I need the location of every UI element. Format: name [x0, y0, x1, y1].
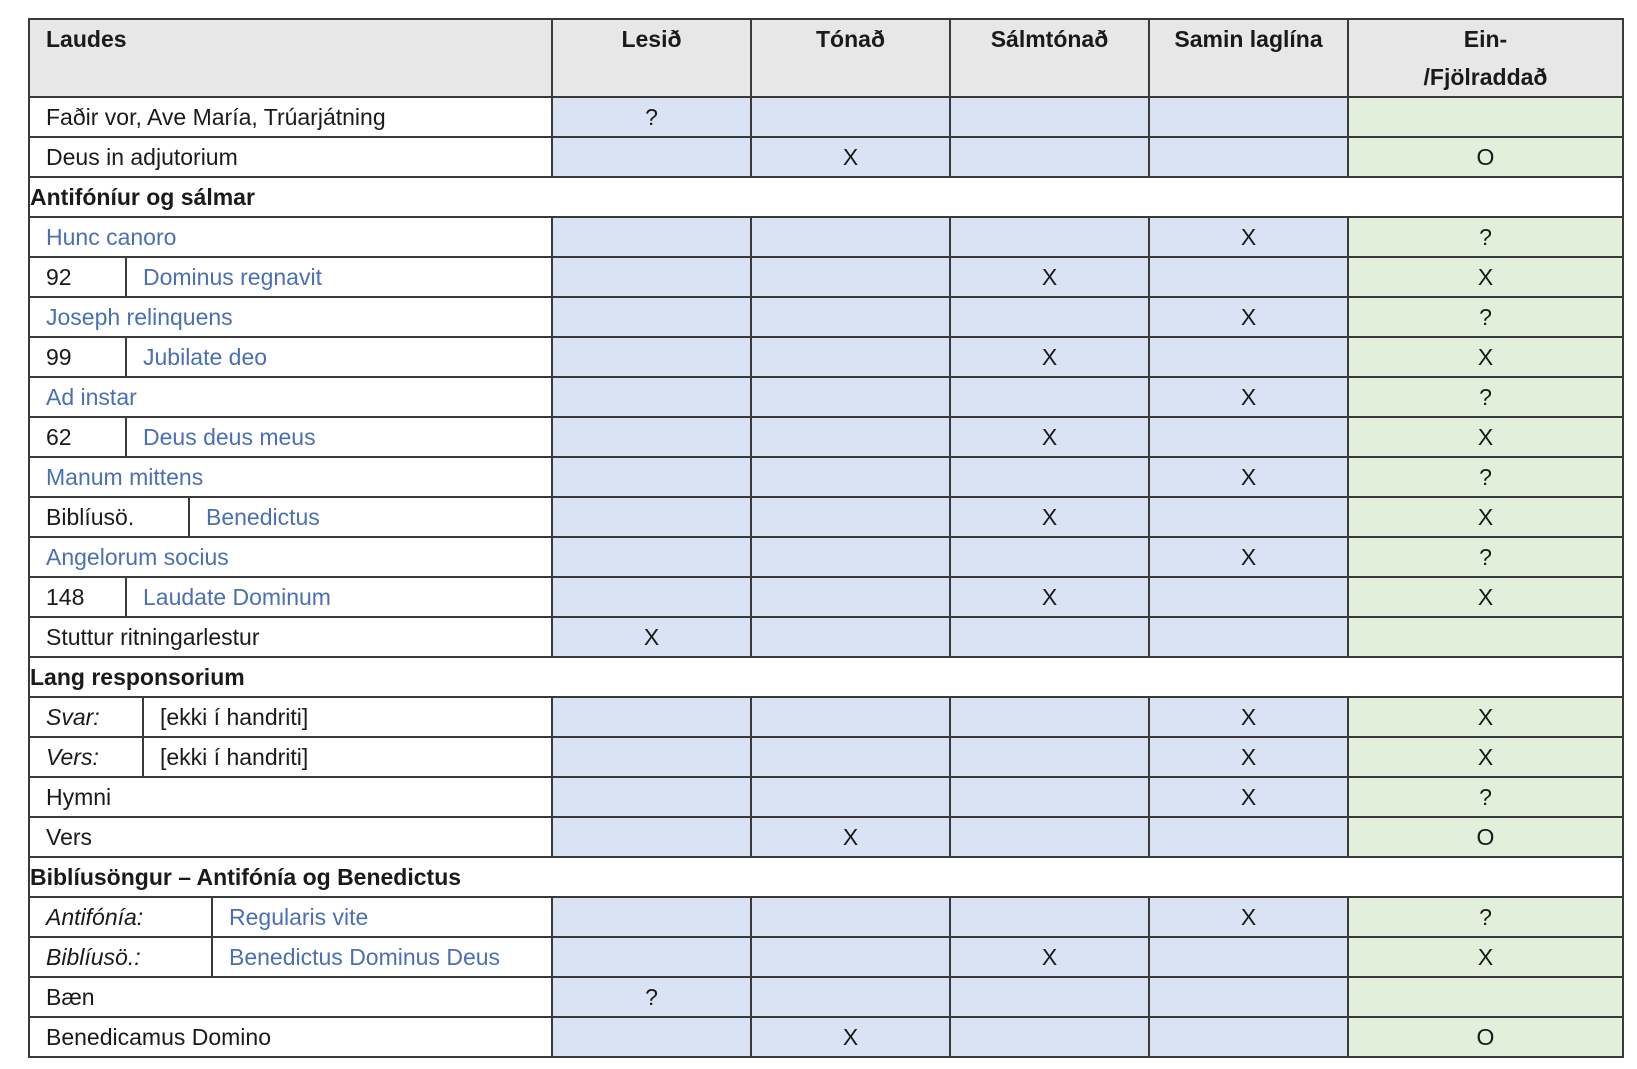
table-row — [29, 1017, 1623, 1057]
mark-cell: X — [1149, 297, 1348, 337]
mark-cell — [1149, 1017, 1348, 1057]
table-row — [29, 537, 1623, 577]
mark-cell — [950, 897, 1149, 937]
mark-cell: O — [1348, 817, 1623, 857]
mark-cell — [751, 417, 950, 457]
mark-cell — [950, 457, 1149, 497]
row-label-cell — [29, 97, 552, 137]
row-name: [ekki í handriti] — [160, 743, 309, 770]
column-header-tonad: Tónað — [751, 19, 950, 97]
mark-cell — [552, 217, 751, 257]
row-number: 92 — [30, 258, 127, 296]
column-header-line-1: Ein- — [1463, 26, 1508, 52]
mark-cell — [1149, 417, 1348, 457]
mark-cell: O — [1348, 1017, 1623, 1057]
row-number: Vers: — [30, 738, 144, 776]
mark-cell: X — [1348, 937, 1623, 977]
mark-cell — [1149, 977, 1348, 1017]
mark-cell: X — [1348, 417, 1623, 457]
mark-cell: X — [1149, 377, 1348, 417]
table-row — [29, 337, 1623, 377]
table-row — [29, 217, 1623, 257]
column-header-samin-laglina: Samin laglína — [1149, 19, 1348, 97]
mark-cell — [950, 537, 1149, 577]
row-name: Ad instar — [46, 383, 137, 410]
column-header-ein-fjolraddad — [1348, 19, 1623, 97]
row-label-cell — [29, 537, 552, 577]
table-row — [29, 777, 1623, 817]
table-row — [29, 577, 1623, 617]
mark-cell: ? — [1348, 537, 1623, 577]
row-name: Jubilate deo — [143, 343, 268, 370]
mark-cell — [552, 137, 751, 177]
mark-cell — [751, 617, 950, 657]
mark-cell — [1149, 497, 1348, 537]
mark-cell: X — [1348, 497, 1623, 537]
mark-cell: X — [950, 257, 1149, 297]
table-row — [29, 897, 1623, 937]
column-header-salmtonad: Sálmtónað — [950, 19, 1149, 97]
table-body — [29, 97, 1623, 1057]
mark-cell — [751, 337, 950, 377]
row-number: Biblíusö.: — [30, 938, 213, 976]
row-label-cell — [29, 1017, 552, 1057]
mark-cell — [950, 297, 1149, 337]
mark-cell: X — [1348, 577, 1623, 617]
table-row — [29, 977, 1623, 1017]
mark-cell — [950, 777, 1149, 817]
table-row — [29, 497, 1623, 537]
row-label-cell — [29, 297, 552, 337]
mark-cell: X — [950, 577, 1149, 617]
row-name: [ekki í handriti] — [160, 703, 309, 730]
row-label-cell — [29, 217, 552, 257]
mark-cell — [552, 297, 751, 337]
mark-cell: X — [950, 937, 1149, 977]
mark-cell: ? — [1348, 457, 1623, 497]
mark-cell: ? — [1348, 777, 1623, 817]
row-label: Benedicamus Domino — [46, 1023, 272, 1050]
row-label-cell — [29, 137, 552, 177]
mark-cell: ? — [1348, 217, 1623, 257]
row-label-cell — [29, 817, 552, 857]
mark-cell — [751, 537, 950, 577]
mark-cell — [950, 377, 1149, 417]
section-row — [29, 177, 1623, 217]
row-label: Vers — [46, 823, 93, 850]
row-label-cell — [29, 497, 552, 537]
row-label-cell — [29, 977, 552, 1017]
mark-cell — [552, 737, 751, 777]
row-label-cell — [29, 337, 552, 377]
row-number: Biblíusö. — [30, 498, 190, 536]
table-title: Laudes — [29, 19, 552, 97]
row-name: Regularis vite — [229, 903, 369, 930]
mark-cell — [1149, 337, 1348, 377]
mark-cell: O — [1348, 137, 1623, 177]
mark-cell: X — [1149, 737, 1348, 777]
mark-cell — [751, 377, 950, 417]
mark-cell — [950, 617, 1149, 657]
row-name: Manum mittens — [46, 463, 204, 490]
row-name: Deus deus meus — [143, 423, 316, 450]
mark-cell — [751, 97, 950, 137]
mark-cell — [950, 817, 1149, 857]
mark-cell — [552, 377, 751, 417]
mark-cell: X — [950, 417, 1149, 457]
mark-cell — [751, 577, 950, 617]
section-row — [29, 857, 1623, 897]
mark-cell — [1348, 97, 1623, 137]
mark-cell — [1149, 817, 1348, 857]
row-label: Stuttur ritningarlestur — [46, 623, 260, 650]
table-row — [29, 937, 1623, 977]
mark-cell — [751, 697, 950, 737]
mark-cell — [1348, 617, 1623, 657]
mark-cell — [751, 977, 950, 1017]
mark-cell — [950, 137, 1149, 177]
mark-cell — [1149, 617, 1348, 657]
row-name: Dominus regnavit — [143, 263, 322, 290]
mark-cell: X — [1149, 457, 1348, 497]
table-row — [29, 257, 1623, 297]
row-number: Svar: — [30, 698, 144, 736]
mark-cell — [751, 257, 950, 297]
table-row — [29, 377, 1623, 417]
mark-cell: X — [950, 337, 1149, 377]
mark-cell — [552, 937, 751, 977]
mark-cell — [552, 257, 751, 297]
table-row — [29, 137, 1623, 177]
mark-cell — [1348, 977, 1623, 1017]
table-row — [29, 617, 1623, 657]
mark-cell — [950, 697, 1149, 737]
mark-cell — [552, 417, 751, 457]
mark-cell — [751, 937, 950, 977]
row-name: Joseph relinquens — [46, 303, 233, 330]
row-label-cell — [29, 937, 552, 977]
laudes-table — [28, 18, 1624, 1058]
mark-cell — [552, 577, 751, 617]
mark-cell: X — [1348, 737, 1623, 777]
row-label-cell — [29, 617, 552, 657]
mark-cell: X — [1149, 537, 1348, 577]
row-name: Angelorum socius — [46, 543, 229, 570]
mark-cell — [950, 217, 1149, 257]
row-number: 148 — [30, 578, 127, 616]
row-label-cell — [29, 577, 552, 617]
mark-cell — [950, 737, 1149, 777]
mark-cell — [751, 737, 950, 777]
header-row — [29, 19, 1623, 97]
mark-cell — [1149, 937, 1348, 977]
mark-cell — [751, 497, 950, 537]
mark-cell — [552, 777, 751, 817]
row-label-cell — [29, 777, 552, 817]
row-name: Benedictus Dominus Deus — [229, 943, 501, 970]
row-label-cell — [29, 737, 552, 777]
mark-cell: X — [751, 137, 950, 177]
mark-cell: ? — [552, 977, 751, 1017]
mark-cell: X — [950, 497, 1149, 537]
row-label-cell — [29, 457, 552, 497]
mark-cell — [751, 897, 950, 937]
row-number: 99 — [30, 338, 127, 376]
row-label: Hymni — [46, 783, 112, 810]
mark-cell: X — [1348, 697, 1623, 737]
mark-cell — [751, 457, 950, 497]
row-label-cell — [29, 697, 552, 737]
mark-cell — [1149, 137, 1348, 177]
mark-cell — [751, 297, 950, 337]
section-row — [29, 657, 1623, 697]
mark-cell — [950, 97, 1149, 137]
mark-cell — [552, 1017, 751, 1057]
row-label-cell — [29, 377, 552, 417]
mark-cell: X — [1149, 217, 1348, 257]
table-row — [29, 457, 1623, 497]
mark-cell: X — [1149, 897, 1348, 937]
mark-cell: X — [1149, 697, 1348, 737]
mark-cell: ? — [1348, 897, 1623, 937]
mark-cell — [552, 497, 751, 537]
mark-cell: X — [552, 617, 751, 657]
section-heading: Biblíusöngur – Antifónía og Benedictus — [29, 857, 1623, 897]
mark-cell: ? — [552, 97, 751, 137]
mark-cell — [552, 817, 751, 857]
mark-cell: ? — [1348, 377, 1623, 417]
mark-cell: ? — [1348, 297, 1623, 337]
mark-cell — [1149, 97, 1348, 137]
mark-cell — [552, 897, 751, 937]
table-row — [29, 817, 1623, 857]
mark-cell — [751, 777, 950, 817]
table-row — [29, 97, 1623, 137]
table-row — [29, 297, 1623, 337]
row-number: 62 — [30, 418, 127, 456]
mark-cell — [552, 697, 751, 737]
column-header-line-2: /Fjölraddað — [1423, 64, 1548, 90]
mark-cell — [552, 457, 751, 497]
mark-cell: X — [751, 1017, 950, 1057]
mark-cell — [552, 537, 751, 577]
row-label-cell — [29, 417, 552, 457]
mark-cell: X — [1348, 337, 1623, 377]
section-heading: Lang responsorium — [29, 657, 1623, 697]
row-number: Antifónía: — [30, 898, 213, 936]
row-label: Bæn — [46, 983, 95, 1010]
table-row — [29, 417, 1623, 457]
table-row — [29, 697, 1623, 737]
row-name: Hunc canoro — [46, 223, 177, 250]
mark-cell: X — [1348, 257, 1623, 297]
row-label: Deus in adjutorium — [46, 143, 238, 170]
row-name: Laudate Dominum — [143, 583, 331, 610]
mark-cell — [552, 337, 751, 377]
column-header-lesid: Lesið — [552, 19, 751, 97]
table-row — [29, 737, 1623, 777]
row-name: Benedictus — [206, 503, 320, 530]
mark-cell — [1149, 257, 1348, 297]
row-label-cell — [29, 257, 552, 297]
section-heading: Antifóníur og sálmar — [29, 177, 1623, 217]
mark-cell — [950, 1017, 1149, 1057]
mark-cell — [751, 217, 950, 257]
mark-cell: X — [751, 817, 950, 857]
mark-cell — [1149, 577, 1348, 617]
mark-cell: X — [1149, 777, 1348, 817]
row-label: Faðir vor, Ave María, Trúarjátning — [46, 103, 386, 130]
row-label-cell — [29, 897, 552, 937]
mark-cell — [950, 977, 1149, 1017]
